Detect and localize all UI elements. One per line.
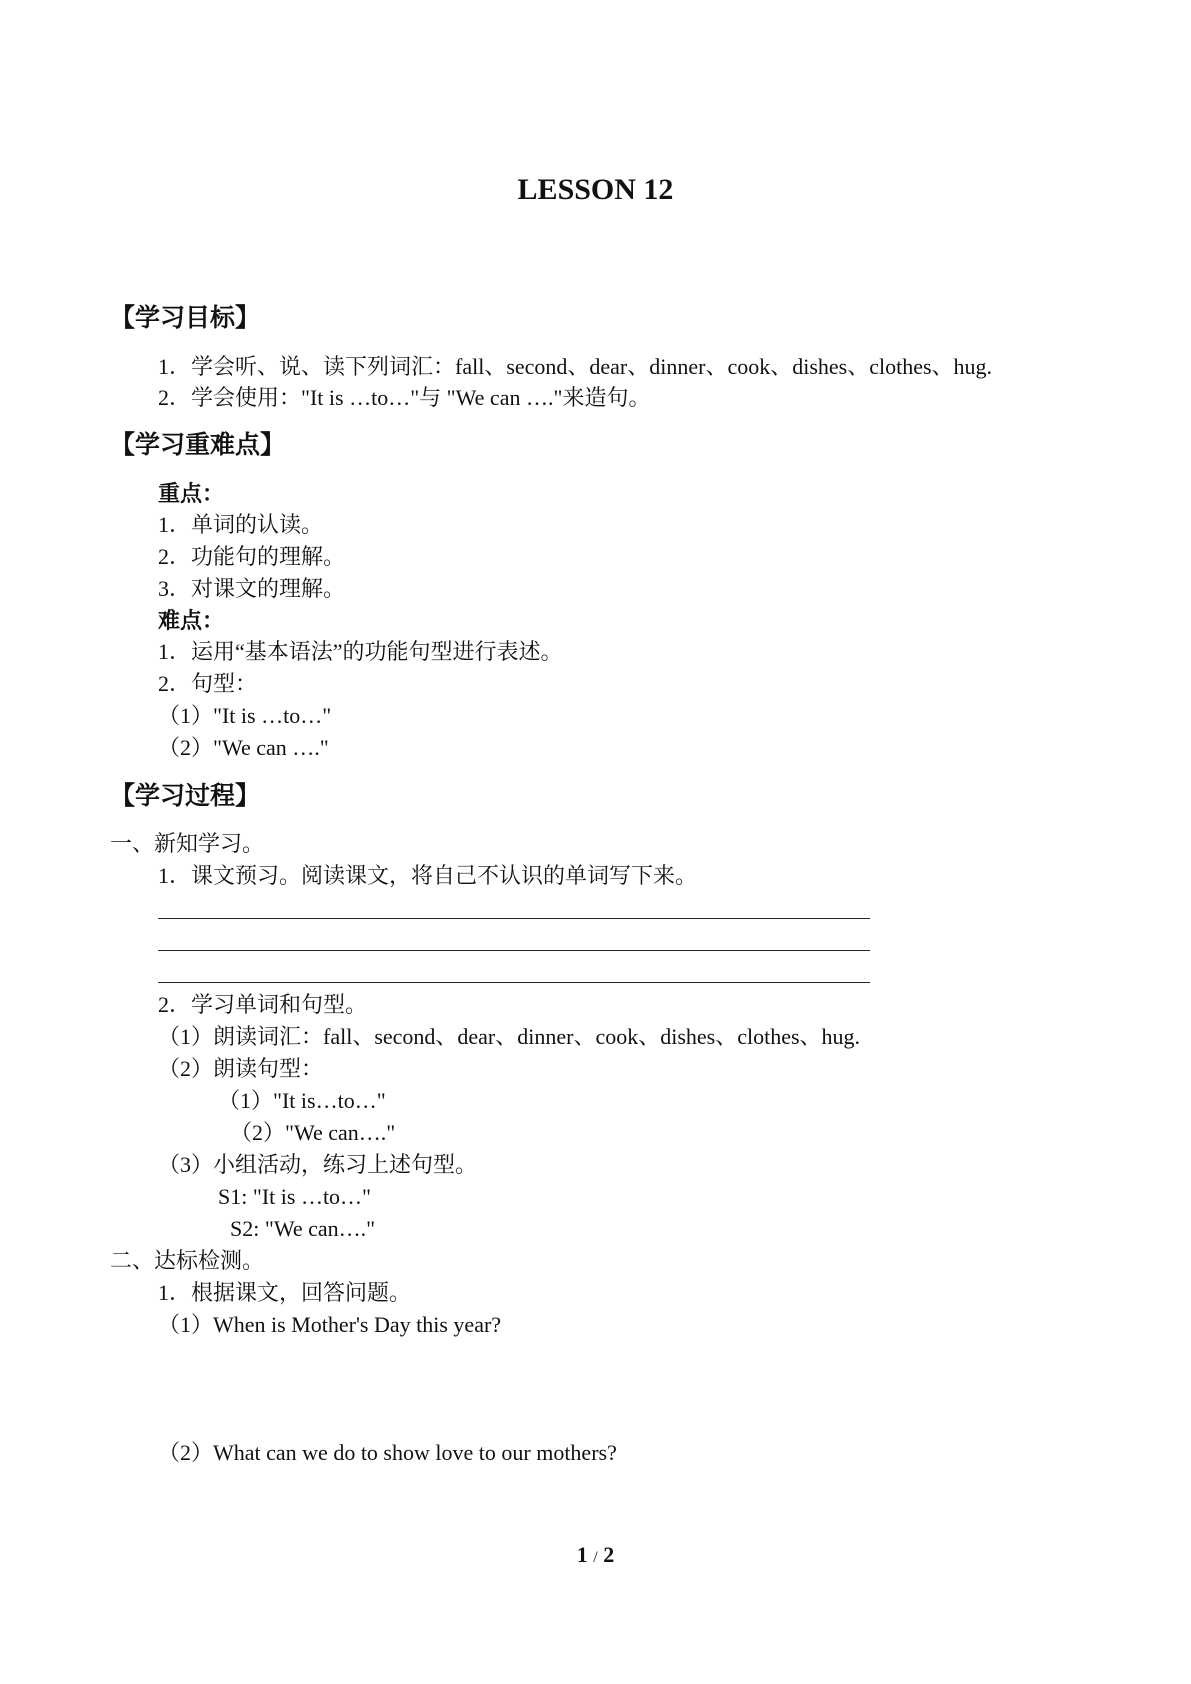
heading-key-difficult-points: 【学习重难点】: [110, 430, 286, 459]
answer-line: [158, 918, 870, 919]
answer-line: [158, 982, 870, 983]
difficult-point-item: 2．句型：: [158, 671, 258, 696]
sentence-pattern-item: （2）"We can….": [230, 1120, 396, 1145]
difficult-point-item: （2）"We can ….": [158, 735, 329, 760]
difficult-points-label: 难点：: [158, 608, 225, 633]
question-item: （2）What can we do to show love to our mothers?: [158, 1440, 617, 1465]
group-activity-item: （3）小组活动，练习上述句型。: [158, 1152, 478, 1177]
dialogue-line: S2: "We can….": [230, 1216, 376, 1241]
study-words-item: 2．学习单词和句型。: [158, 992, 368, 1017]
key-point-item: 1．单词的认读。: [158, 512, 324, 537]
part-one-title: 一、新知学习。: [110, 831, 265, 856]
sentence-pattern-item: （1）"It is…to…": [218, 1088, 386, 1113]
page-number: [0, 1541, 1191, 1572]
answer-questions-instruction: 1．根据课文，回答问题。: [158, 1280, 412, 1305]
difficult-point-item: 1．运用“基本语法”的功能句型进行表述。: [158, 639, 563, 664]
heading-learning-process: 【学习过程】: [110, 781, 261, 810]
page-current: 1: [576, 1542, 588, 1567]
read-vocabulary-item: （1）朗读词汇：fall、second、dear、dinner、cook、dishes、clothes、hug.: [158, 1024, 861, 1049]
objective-item: 1．学会听、说、读下列词汇：fall、second、dear、dinner、cook、dishes、clothes、hug.: [158, 354, 993, 379]
key-points-label: 重点：: [158, 481, 225, 506]
key-point-item: 2．功能句的理解。: [158, 544, 346, 569]
question-item: （1）When is Mother's Day this year?: [158, 1312, 502, 1337]
objective-item: 2．学会使用："It is …to…"与 "We can …."来造句。: [158, 385, 651, 410]
page-title: LESSON 12: [517, 173, 674, 206]
answer-line: [158, 950, 870, 951]
page-total: 2: [603, 1542, 615, 1567]
key-point-item: 3．对课文的理解。: [158, 576, 346, 601]
part-two-title: 二、达标检测。: [110, 1248, 265, 1273]
difficult-point-item: （1）"It is …to…": [158, 703, 332, 728]
heading-learning-objectives: 【学习目标】: [110, 303, 261, 332]
read-sentences-item: （2）朗读句型：: [158, 1056, 324, 1081]
dialogue-line: S1: "It is …to…": [218, 1184, 372, 1209]
page-separator: /: [593, 1549, 598, 1566]
preview-instruction: 1．课文预习。阅读课文，将自己不认识的单词写下来。: [158, 863, 698, 888]
